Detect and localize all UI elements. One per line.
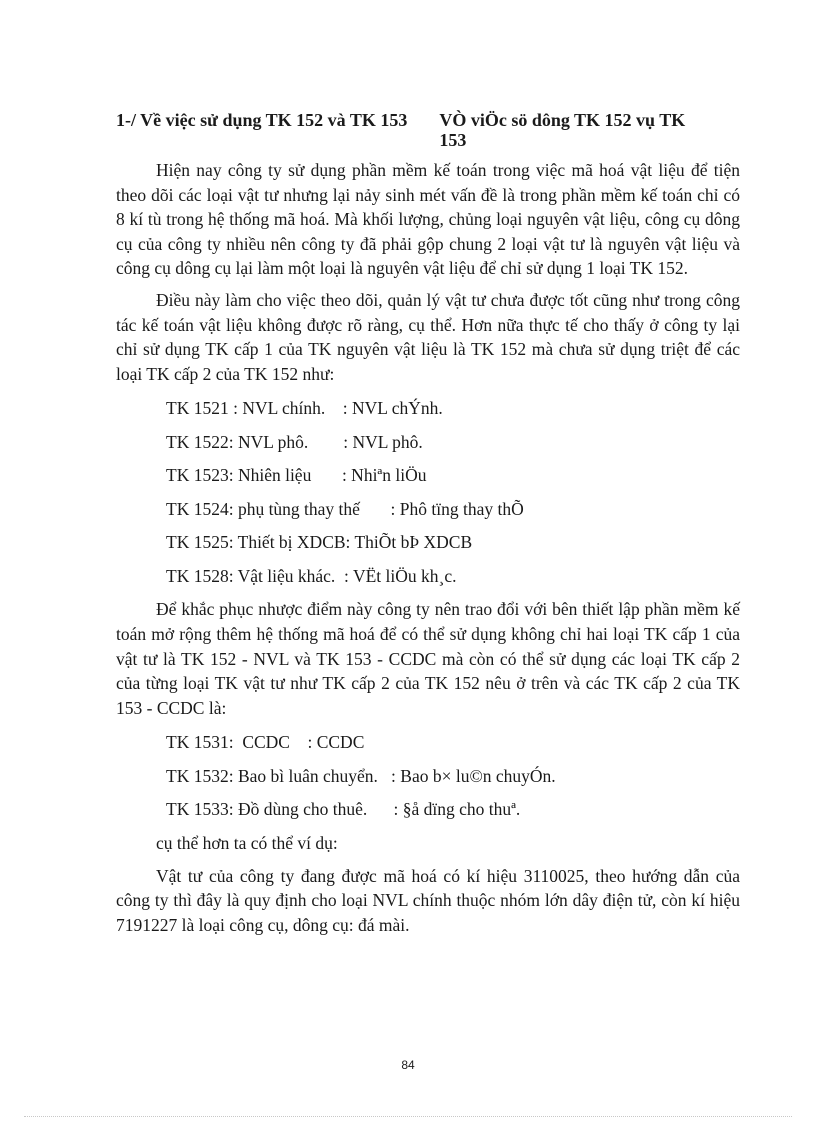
heading-text: 1-/ Về việc sử dụng TK 152 và TK 153 <box>116 110 408 130</box>
heading-wrap: 153 <box>439 130 467 150</box>
list-item: TK 1521 : NVL chính. : NVL chÝnh. <box>166 398 443 419</box>
section-heading <box>116 110 740 150</box>
page-bottom-divider <box>24 1116 792 1117</box>
paragraph-solution: Để khắc phục nhược điểm này công ty nên trao đổi với bên thiết lập phần mềm kế toán mở rộng thêm hệ thống mã hoá để có thể sử dụng không chỉ hai loại TK cấp 1 của vật tư là TK 152 - NVL và TK 153 - CCDC mà còn có thể sử dụng các loại TK cấp 2 của từng loại TK vật tư như TK cấp 2 của TK 152 nêu ở trên và các TK cấp 2 của TK 153 - CCDC là: <box>116 599 740 718</box>
list-item: TK 1531: CCDC : CCDC <box>166 732 365 753</box>
account-list-152 <box>166 396 740 588</box>
example-intro: cụ thể hơn ta có thể ví dụ: <box>156 832 338 853</box>
page-number: 84 <box>401 1058 415 1072</box>
list-item: TK 1522: NVL phô. : NVL phô. <box>166 431 423 452</box>
list-item: TK 1532: Bao bì luân chuyển. : Bao b× lu©n chuyÓn. <box>166 765 556 786</box>
paragraph-example: Vật tư của công ty đang được mã hoá có kí hiệu 3110025, theo hướng dẫn của công ty thì đây là quy định cho loại NVL chính thuộc nhóm lớn dây điện tử, còn kí hiệu 7191227 là loại công cụ, dông cụ: đá mài. <box>116 865 740 935</box>
list-item: TK 1525: Thiết bị XDCB: ThiÕt bÞ XDCB <box>166 532 473 553</box>
paragraph-problem: Điều này làm cho việc theo dõi, quản lý vật tư chưa được tốt cũng như trong công tác kế toán vật liệu không được rõ ràng, cụ thể. Hơn nữa thực tế cho thấy ở công ty lại chỉ sử dụng TK cấp 1 của TK nguyên vật liệu là TK 152 mà chưa sử dụng triệt để các loại TK cấp 2 của TK 152 như: <box>116 289 740 384</box>
list-item: TK 1524: phụ tùng thay thế : Phô tïng thay thÕ <box>166 498 524 519</box>
page-content <box>116 110 740 938</box>
list-item: TK 1528: Vật liệu khác. : VËt liÖu kh¸c. <box>166 565 457 586</box>
heading-garbled-line: VÒ viÖc sö dông TK 152 vụ TK <box>439 110 686 130</box>
list-item: TK 1523: Nhiên liệu : Nhiªn liÖu <box>166 465 427 486</box>
paragraph-intro: Hiện nay công ty sử dụng phần mềm kế toán trong việc mã hoá vật liệu để tiện theo dõi các loại vật tư nhưng lại nảy sinh mét vấn đề là trong phần mềm kế toán chỉ có 8 kí tù trong hệ thống mã hoá. Mà khối lượng, chủng loại nguyên vật liệu, công cụ dông cụ của công ty nhiều nên công ty đã phải gộp chung 2 loại vật tư là nguyên vật liệu và công cụ dông cụ lại làm một loại là nguyên vật liệu để chỉ sử dụng 1 loại TK 152. <box>116 160 740 279</box>
account-list-153 <box>166 730 740 821</box>
heading-garbled-text <box>439 110 685 150</box>
list-item: TK 1533: Đồ dùng cho thuê. : §å dïng cho thuª. <box>166 799 521 820</box>
